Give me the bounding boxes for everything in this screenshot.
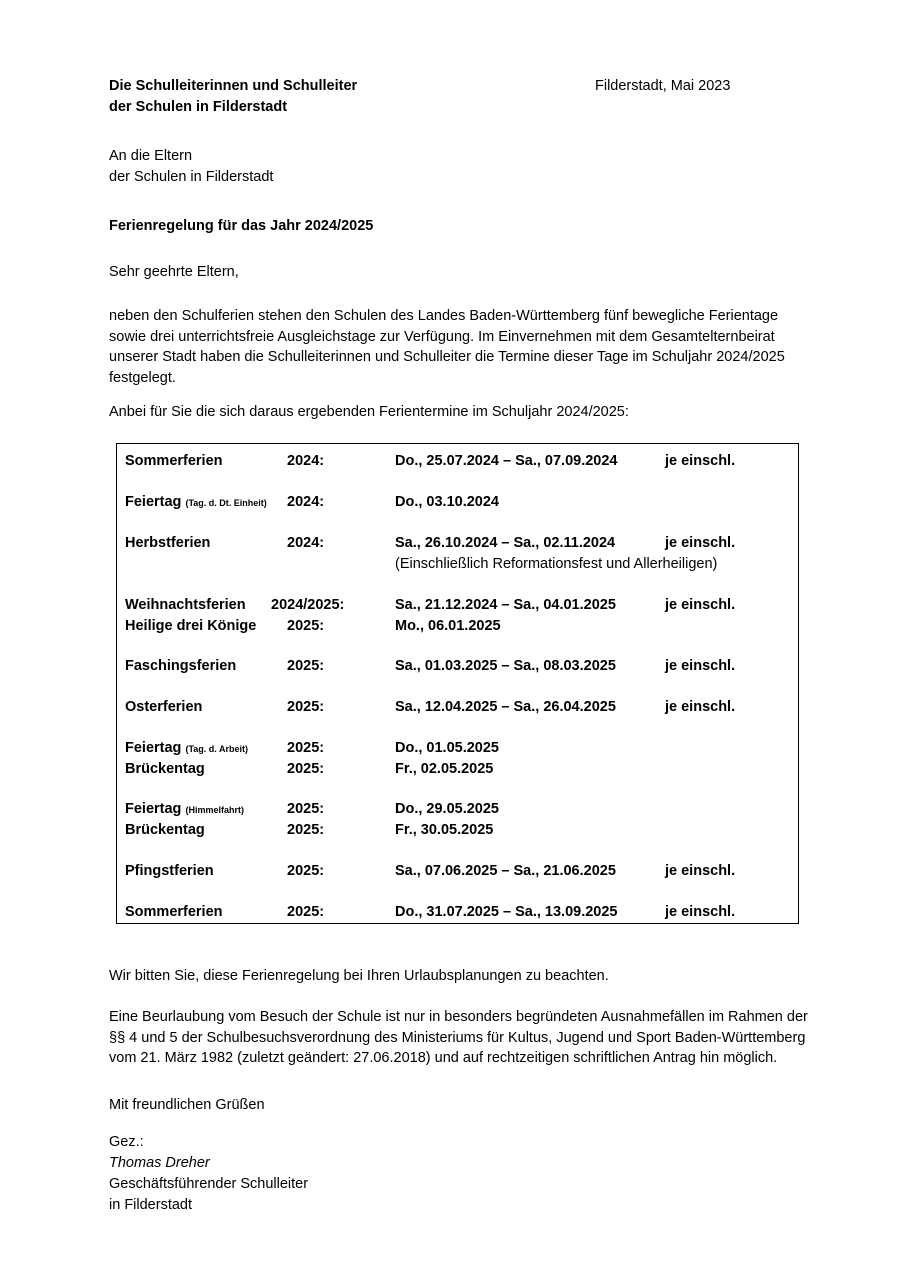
holiday-dates: Mo., 06.01.2025 xyxy=(395,618,501,634)
holiday-name-cell xyxy=(125,492,267,514)
holiday-dates: Sa., 01.03.2025 – Sa., 08.03.2025 xyxy=(395,658,616,674)
schedule-row xyxy=(117,697,798,718)
sender-line: der Schulen in Filderstadt xyxy=(109,99,288,115)
holiday-name: Sommerferien xyxy=(125,453,223,469)
inclusive-note: je einschl. xyxy=(665,863,736,879)
holiday-dates: Do., 31.07.2025 – Sa., 13.09.2025 xyxy=(395,904,618,920)
schedule-row xyxy=(117,902,798,923)
schedule-row xyxy=(117,451,798,472)
leave-paragraph: Eine Beurlaubung vom Besuch der Schule ist nur in besonders begründeten Ausnahmefällen im Rahmen der §§ 4 und 5 der Schulbesuchsverordnung des Ministeriums für Kultus, Jugend und Sport Baden-Württemberg vom 21. März 1982 (zuletzt geändert: 27.06.2018) und auf rechtzeitigen schriftlichen Antrag hin möglich. xyxy=(109,1009,808,1066)
signer-location: in Filderstadt xyxy=(109,1197,193,1213)
inclusive-note: je einschl. xyxy=(665,535,736,551)
holiday-name: Osterferien xyxy=(125,699,203,715)
request-paragraph: Wir bitten Sie, diese Ferienregelung bei Ihren Urlaubsplanungen zu beachten. xyxy=(109,968,609,984)
holiday-name: Faschingsferien xyxy=(125,658,237,674)
holiday-year: 2024: xyxy=(287,494,325,510)
salutation: Sehr geehrte Eltern, xyxy=(109,264,239,280)
holiday-qualifier: (Tag. d. Arbeit) xyxy=(185,744,248,754)
holiday-qualifier: (Tag. d. Dt. Einheit) xyxy=(185,498,267,508)
holiday-dates: Do., 25.07.2024 – Sa., 07.09.2024 xyxy=(395,453,618,469)
holiday-year: 2024: xyxy=(287,453,325,469)
recipient-line: der Schulen in Filderstadt xyxy=(109,169,274,185)
holiday-name: Brückentag xyxy=(125,822,205,838)
holiday-name-cell xyxy=(125,799,244,821)
holiday-dates: Do., 29.05.2025 xyxy=(395,801,499,817)
schedule-row xyxy=(117,799,798,820)
signer-name: Thomas Dreher xyxy=(109,1155,210,1171)
holiday-year: 2025: xyxy=(287,863,325,879)
schedule-row xyxy=(117,861,798,882)
inclusive-note: je einschl. xyxy=(665,904,736,920)
lead-in-paragraph: Anbei für Sie die sich daraus ergebenden Ferientermine im Schuljahr 2024/2025: xyxy=(109,404,629,420)
closing: Mit freundlichen Grüßen xyxy=(109,1097,265,1113)
holiday-dates: Sa., 26.10.2024 – Sa., 02.11.2024 xyxy=(395,535,616,551)
schedule-row xyxy=(117,533,798,554)
holiday-name: Sommerferien xyxy=(125,904,223,920)
holiday-name: Pfingstferien xyxy=(125,863,214,879)
signer-title: Geschäftsführender Schulleiter xyxy=(109,1176,309,1192)
signature-block xyxy=(109,1132,308,1216)
holiday-name: Feiertag xyxy=(125,801,182,817)
holiday-year: 2025: xyxy=(287,740,325,756)
holiday-name: Feiertag xyxy=(125,740,182,756)
holiday-qualifier: (Himmelfahrt) xyxy=(185,805,244,815)
recipient-block xyxy=(109,146,273,188)
holiday-dates: Fr., 02.05.2025 xyxy=(395,761,494,777)
schedule-row xyxy=(117,616,798,637)
holiday-name-cell xyxy=(125,738,248,760)
signed-prefix: Gez.: xyxy=(109,1134,144,1150)
sender-line: Die Schulleiterinnen und Schulleiter xyxy=(109,78,358,94)
holiday-year: 2025: xyxy=(287,699,325,715)
holiday-dates: Sa., 07.06.2025 – Sa., 21.06.2025 xyxy=(395,863,616,879)
schedule-row xyxy=(117,738,798,759)
schedule-row xyxy=(117,492,798,513)
holiday-year: 2025: xyxy=(287,618,325,634)
schedule-row xyxy=(117,759,798,780)
schedule-row xyxy=(117,656,798,677)
holiday-dates: Sa., 21.12.2024 – Sa., 04.01.2025 xyxy=(395,597,616,613)
sender-block xyxy=(109,76,357,118)
inclusive-note: je einschl. xyxy=(665,597,736,613)
holiday-year: 2025: xyxy=(287,822,325,838)
inclusive-note: je einschl. xyxy=(665,699,736,715)
holiday-name: Herbstferien xyxy=(125,535,211,551)
holiday-year: 2025: xyxy=(287,801,325,817)
subject-line: Ferienregelung für das Jahr 2024/2025 xyxy=(109,218,374,234)
schedule-row xyxy=(117,595,798,616)
holiday-year: 2025: xyxy=(287,658,325,674)
holiday-year: 2025: xyxy=(287,904,325,920)
inclusive-note: je einschl. xyxy=(665,453,736,469)
holiday-name: Weihnachtsferien xyxy=(125,597,246,613)
place-date: Filderstadt, Mai 2023 xyxy=(595,78,731,94)
intro-paragraph: neben den Schulferien stehen den Schulen des Landes Baden-Württemberg fünf bewegliche Ferientage sowie drei unterrichtsfreie Ausgleichstage zur Verfügung. Im Einvernehmen mit dem Gesamtelternbeirat unserer Stadt haben die Schulleiterinnen und Schulleiter die Termine dieser Tage im Schuljahr 2024/2025 festgelegt. xyxy=(109,308,785,386)
holiday-dates: Fr., 30.05.2025 xyxy=(395,822,494,838)
holiday-dates: Sa., 12.04.2025 – Sa., 26.04.2025 xyxy=(395,699,616,715)
holiday-name: Heilige drei Könige xyxy=(125,618,257,634)
holiday-dates: Do., 03.10.2024 xyxy=(395,494,499,510)
holiday-name: Brückentag xyxy=(125,761,205,777)
holiday-year: 2025: xyxy=(287,761,325,777)
inclusive-note: je einschl. xyxy=(665,658,736,674)
recipient-line: An die Eltern xyxy=(109,148,193,164)
holiday-dates: Do., 01.05.2025 xyxy=(395,740,499,756)
holiday-year: 2024/2025: xyxy=(271,597,345,613)
holiday-remark: (Einschließlich Reformationsfest und Allerheiligen) xyxy=(395,556,718,572)
schedule-row xyxy=(117,820,798,841)
holiday-name: Feiertag xyxy=(125,494,182,510)
holiday-year: 2024: xyxy=(287,535,325,551)
holiday-schedule-table xyxy=(116,443,799,924)
